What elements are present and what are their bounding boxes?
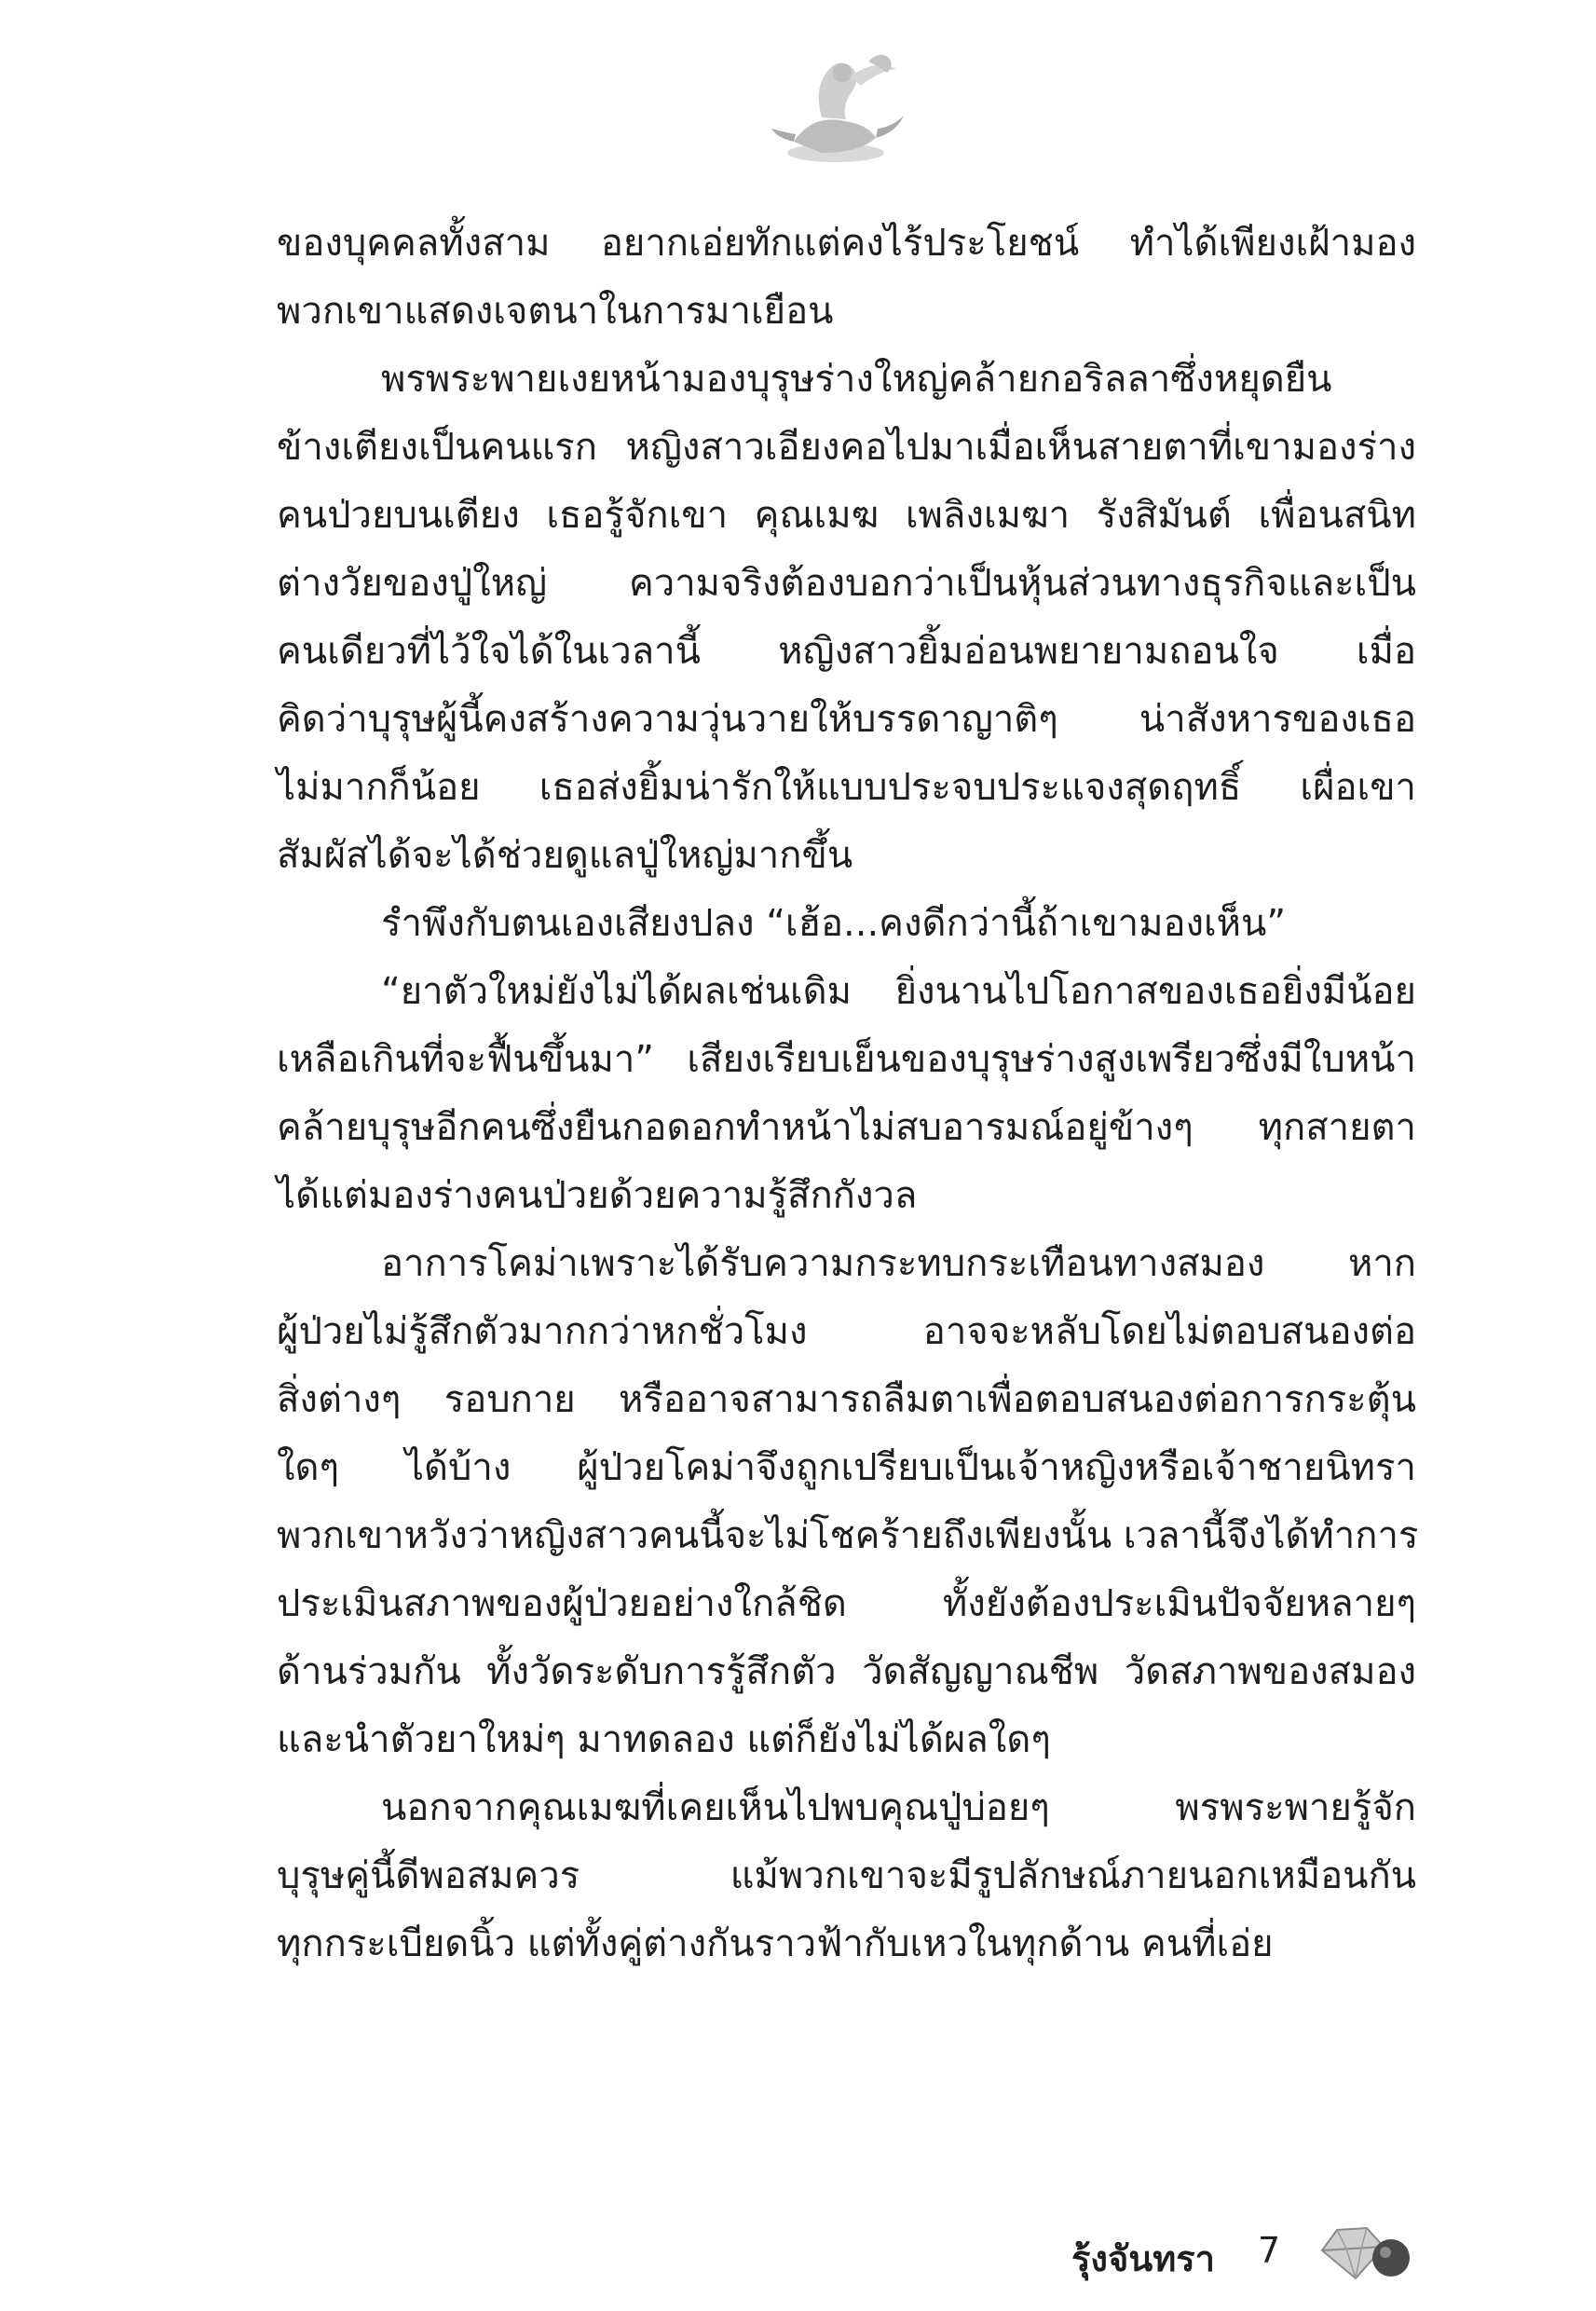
text-line: คนเดียวที่ไว้ใจได้ในเวลานี้ หญิงสาวยิ้มอ่อนพยายามถอนใจ เมื่อ — [277, 630, 1416, 673]
text-line: สิ่งต่างๆ รอบกาย หรืออาจสามารถลืมตาเพื่อตอบสนองต่อการกระตุ้น — [277, 1378, 1416, 1421]
text-line: ผู้ป่วยไม่รู้สึกตัวมากกว่าหกชั่วโมง อาจจะหลับโดยไม่ตอบสนองต่อ — [277, 1310, 1416, 1353]
text-line: นอกจากคุณเมฆที่เคยเห็นไปพบคุณปู่บ่อยๆ พรพระพายรู้จัก — [381, 1786, 1416, 1829]
text-line: ไม่มากก็น้อย เธอส่งยิ้มน่ารักให้แบบประจบประแจงสุดฤทธิ์ เผื่อเขา — [277, 766, 1416, 809]
genie-lamp-ornament-icon — [757, 48, 915, 170]
text-line: ต่างวัยของปู่ใหญ่ ความจริงต้องบอกว่าเป็นหุ้นส่วนทางธุรกิจและเป็น — [277, 562, 1416, 605]
book-title: รุ้งจันทรา — [1071, 2238, 1216, 2279]
text-line: บุรุษคู่นี้ดีพอสมควร แม้พวกเขาจะมีรูปลักษณ์ภายนอกเหมือนกัน — [277, 1854, 1416, 1897]
text-line: พวกเขาหวังว่าหญิงสาวคนนี้จะไม่โชคร้ายถึงเพียงนั้น เวลานี้จึงได้ทำการ — [277, 1514, 1419, 1557]
body-text — [277, 210, 1419, 1978]
gem-ornament-icon — [1318, 2222, 1412, 2284]
text-line: เหลือเกินที่จะฟื้นขึ้นมา” เสียงเรียบเย็นของบุรุษร่างสูงเพรียวซึ่งมีใบหน้า — [277, 1038, 1416, 1081]
text-line: ได้แต่มองร่างคนป่วยด้วยความรู้สึกกังวล — [277, 1174, 918, 1217]
text-line: รำพึงกับตนเองเสียงปลง “เฮ้อ...คงดีกว่านี้ถ้าเขามองเห็น” — [381, 902, 1287, 945]
page-number: 7 — [1258, 2230, 1281, 2271]
text-line: คิดว่าบุรุษผู้นี้คงสร้างความวุ่นวายให้บรรดาญาติๆ น่าสังหารของเธอ — [277, 698, 1416, 741]
page-footer — [1071, 2230, 1295, 2286]
text-line: พรพระพายเงยหน้ามองบุรุษร่างใหญ่คล้ายกอริลลาซึ่งหยุดยืน — [381, 358, 1332, 401]
text-line: ทุกกระเบียดนิ้ว แต่ทั้งคู่ต่างกันราวฟ้ากับเหวในทุกด้าน คนที่เอ่ย — [277, 1922, 1274, 1965]
text-line: พวกเขาแสดงเจตนาในการมาเยือน — [277, 290, 834, 333]
text-line: ใดๆ ได้บ้าง ผู้ป่วยโคม่าจึงถูกเปรียบเป็นเจ้าหญิงหรือเจ้าชายนิทรา — [277, 1446, 1416, 1489]
text-line: คล้ายบุรุษอีกคนซึ่งยืนกอดอกทำหน้าไม่สบอารมณ์อยู่ข้างๆ ทุกสายตา — [277, 1106, 1416, 1149]
text-line: คนป่วยบนเตียง เธอรู้จักเขา คุณเมฆ เพลิงเมฆา รังสิมันต์ เพื่อนสนิท — [277, 494, 1416, 537]
text-line: ของบุคคลทั้งสาม อยากเอ่ยทักแต่คงไร้ประโยชน์ ทำได้เพียงเฝ้ามอง — [277, 222, 1416, 265]
text-line: และนำตัวยาใหม่ๆ มาทดลอง แต่ก็ยังไม่ได้ผลใดๆ — [277, 1718, 1051, 1761]
text-line: สัมผัสได้จะได้ช่วยดูแลปู่ใหญ่มากขึ้น — [277, 834, 853, 877]
text-line: “ยาตัวใหม่ยังไม่ได้ผลเช่นเดิม ยิ่งนานไปโอกาสของเธอยิ่งมีน้อย — [381, 970, 1416, 1013]
text-line: ประเมินสภาพของผู้ป่วยอย่างใกล้ชิด ทั้งยังต้องประเมินปัจจัยหลายๆ — [277, 1582, 1416, 1625]
text-line: อาการโคม่าเพราะได้รับความกระทบกระเทือนทางสมอง หาก — [381, 1242, 1416, 1285]
text-line: ด้านร่วมกัน ทั้งวัดระดับการรู้สึกตัว วัดสัญญาณชีพ วัดสภาพของสมอง — [277, 1650, 1416, 1693]
text-line: ข้างเตียงเป็นคนแรก หญิงสาวเอียงคอไปมาเมื่อเห็นสายตาที่เขามองร่าง — [277, 426, 1416, 469]
